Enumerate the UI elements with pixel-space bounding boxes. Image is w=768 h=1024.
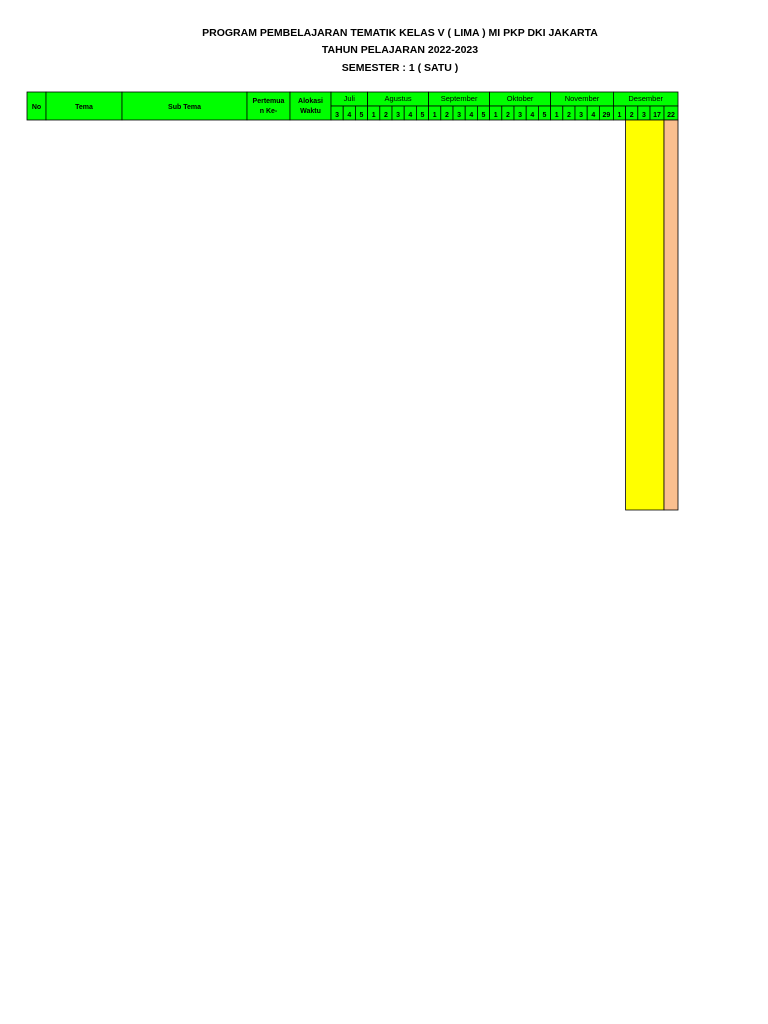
doc-semester: SEMESTER : 1 ( SATU ) [341,62,459,74]
month-label: Oktober [506,94,534,103]
week-label: 5 [481,112,486,119]
week-label: 5 [420,112,425,119]
col-header-tema-label: Tema [75,104,93,111]
week-label: 4 [530,112,535,119]
month-label: Agustus [384,94,412,103]
week-label: 3 [457,112,462,119]
col-header-pertemuan-label: Pertemua [252,98,285,105]
week-label: 4 [408,112,413,119]
week-label: 29 [602,112,611,119]
pembagian-raport-column [664,120,678,510]
week-label: 2 [383,112,388,119]
week-label: 1 [493,112,498,119]
week-label: 1 [432,112,437,119]
pas-remedial-column [626,120,664,510]
week-label: 1 [617,112,622,119]
week-label: 5 [359,112,364,119]
week-label: 3 [335,112,340,119]
week-label: 4 [591,112,596,119]
week-label: 22 [667,112,675,119]
week-label: 2 [566,112,571,119]
doc-title: PROGRAM PEMBELAJARAN TEMATIK KELAS V ( LIMA ) MI PKP DKI JAKARTA [202,27,598,39]
col-header-subtema-label: Sub Tema [168,104,201,111]
col-header-alokasi-label: Waktu [300,108,321,115]
col-header-no-label: No [31,104,42,111]
week-label: 3 [641,112,646,119]
week-label: 3 [396,112,401,119]
week-label: 4 [469,112,474,119]
week-label: 2 [505,112,510,119]
week-label: 3 [579,112,584,119]
week-label: 5 [542,112,547,119]
col-header-alokasi-label: Alokasi [298,98,323,105]
month-label: Juli [343,94,355,103]
col-header-pertemuan [247,92,290,120]
week-label: 1 [371,112,376,119]
week-label: 3 [518,112,523,119]
week-label: 2 [629,112,634,119]
month-label: September [440,94,478,103]
week-label: 2 [444,112,449,119]
col-header-pertemuan-label: n Ke- [259,108,278,115]
col-header-alokasi [290,92,331,120]
month-label: Desember [628,94,664,103]
week-label: 4 [347,112,352,119]
month-label: November [564,94,600,103]
week-label: 17 [653,112,661,119]
doc-year: TAHUN PELAJARAN 2022-2023 [321,44,479,56]
week-label: 1 [554,112,559,119]
